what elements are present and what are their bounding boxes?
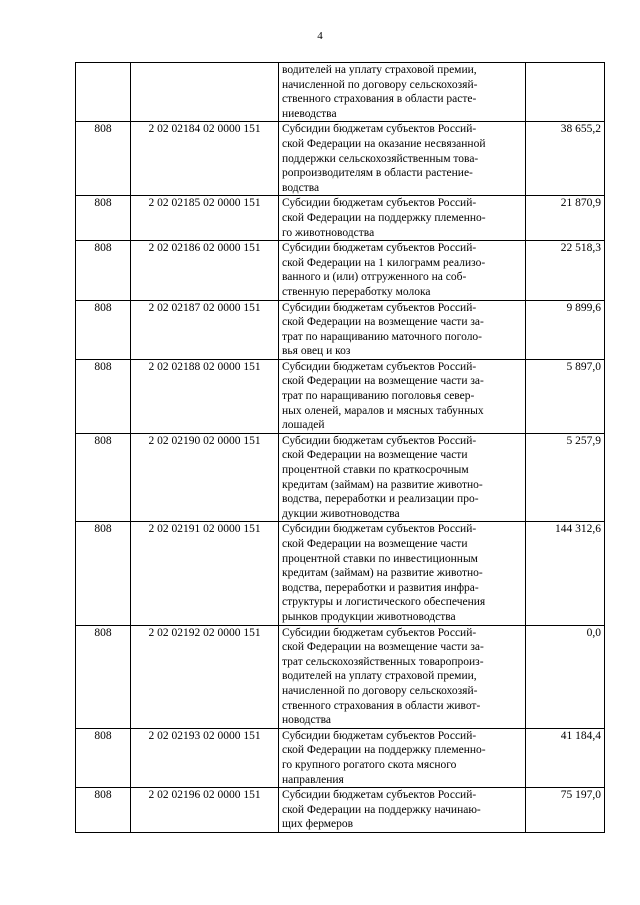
description-line: Субсидии бюджетам субъектов Россий- [282,523,477,536]
description-line: ской Федерации на поддержку начинаю- [282,803,481,816]
amount-cell: 38 655,2 [526,122,605,196]
admin-code-cell [76,63,131,122]
admin-code-cell: 808 [76,625,131,728]
page-number: 4 [317,30,323,42]
description-line: процентной ставки по инвестиционным [282,552,478,565]
description-line: ных оленей, маралов и мясных табунных [282,404,484,417]
budget-revenue-table [75,62,605,833]
description-line: дукции животноводства [282,507,400,520]
description-line: водителей на уплату страховой премии, [282,64,477,76]
budget-classification-code-cell: 2 02 02190 02 0000 151 [131,433,279,522]
table-row [76,196,605,241]
description-line: рынков продукции животноводства [282,610,456,623]
amount-cell: 9 899,6 [526,300,605,359]
description-line: го крупного рогатого скота мясного [282,758,457,771]
admin-code-cell: 808 [76,788,131,833]
description-line: Субсидии бюджетам субъектов Россий- [282,360,477,373]
amount-cell: 75 197,0 [526,788,605,833]
description-line: ской Федерации на поддержку племенно- [282,744,486,757]
description-line: ропроизводителям в области растение- [282,167,473,180]
budget-classification-code-cell [131,63,279,122]
amount-cell: 41 184,4 [526,728,605,787]
description-line: ванного и (или) отгруженного на соб- [282,271,467,284]
amount-cell: 22 518,3 [526,241,605,300]
description-line: трат по наращиванию маточного поголо- [282,330,483,343]
admin-code-cell: 808 [76,728,131,787]
table-row [76,433,605,522]
amount-cell: 144 312,6 [526,522,605,625]
revenue-description-cell [279,625,526,728]
budget-classification-code-cell: 2 02 02187 02 0000 151 [131,300,279,359]
description-line: ской Федерации на оказание несвязанной [282,137,486,150]
amount-cell [526,63,605,122]
description-line: вья овец и коз [282,345,351,358]
revenue-description-cell [279,433,526,522]
budget-classification-code-cell: 2 02 02196 02 0000 151 [131,788,279,833]
description-line: поддержки сельскохозяйственным това- [282,152,479,165]
description-line: структуры и логистического обеспечения [282,596,486,609]
revenue-description-cell [279,522,526,625]
revenue-description-cell [279,196,526,241]
table-row [76,359,605,433]
revenue-description-cell [279,788,526,833]
revenue-description-cell [279,300,526,359]
amount-cell: 5 257,9 [526,433,605,522]
description-line: ственную переработку молока [282,285,431,298]
table-row [76,522,605,625]
budget-classification-code-cell: 2 02 02188 02 0000 151 [131,359,279,433]
description-line: ской Федерации на возмещение части за- [282,316,484,329]
description-line: Субсидии бюджетам субъектов Россий- [282,197,477,210]
budget-classification-code-cell: 2 02 02185 02 0000 151 [131,196,279,241]
table-row [76,788,605,833]
description-line: го животноводства [282,226,375,239]
admin-code-cell: 808 [76,241,131,300]
table-row [76,625,605,728]
admin-code-cell: 808 [76,122,131,196]
description-line: ской Федерации на возмещение части [282,449,468,462]
description-line: ственного страхования в области расте- [282,93,477,106]
description-line: щих фермеров [282,818,354,831]
description-line: ской Федерации на 1 килограмм реализо- [282,256,486,269]
revenue-description-cell [279,241,526,300]
description-line: ниеводства [282,107,337,120]
table-row [76,300,605,359]
description-line: ской Федерации на возмещение части [282,538,468,550]
description-line: новодства [282,714,332,727]
budget-classification-code-cell: 2 02 02186 02 0000 151 [131,241,279,300]
description-line: Субсидии бюджетам субъектов Россий- [282,729,477,742]
description-line: Субсидии бюджетам субъектов Россий- [282,626,477,639]
admin-code-cell: 808 [76,433,131,522]
revenue-description-cell [279,359,526,433]
description-line: трат сельскохозяйственных товаропроиз- [282,655,484,668]
description-line: водства, переработки и реализации про- [282,493,479,506]
budget-classification-code-cell: 2 02 02192 02 0000 151 [131,625,279,728]
admin-code-cell: 808 [76,359,131,433]
description-line: ственного страхования в области живот- [282,699,481,712]
description-line: водства, переработки и развития инфра- [282,581,479,594]
description-line: направления [282,773,344,786]
description-line: Субсидии бюджетам субъектов Россий- [282,434,477,447]
table-row [76,63,605,122]
description-line: Субсидии бюджетам субъектов Россий- [282,789,477,802]
description-line: ской Федерации на возмещение части за- [282,641,484,654]
budget-classification-code-cell: 2 02 02184 02 0000 151 [131,122,279,196]
description-line: ской Федерации на возмещение части за- [282,375,484,388]
amount-cell: 21 870,9 [526,196,605,241]
budget-classification-code-cell: 2 02 02191 02 0000 151 [131,522,279,625]
description-line: водства [282,181,320,194]
revenue-description-cell [279,122,526,196]
description-line: процентной ставки по краткосрочным [282,464,469,477]
table-row [76,122,605,196]
description-line: водителей на уплату страховой премии, [282,670,477,683]
table-body [76,63,605,833]
description-line: начисленной по договору сельскохозяй- [282,78,478,91]
description-line: кредитам (займам) на развитие животно- [282,567,483,580]
amount-cell: 5 897,0 [526,359,605,433]
description-line: трат по наращиванию поголовья север- [282,390,475,403]
description-line: лошадей [282,419,325,432]
description-line: начисленной по договору сельскохозяй- [282,684,478,697]
admin-code-cell: 808 [76,522,131,625]
budget-classification-code-cell: 2 02 02193 02 0000 151 [131,728,279,787]
table-row [76,241,605,300]
revenue-description-cell [279,728,526,787]
description-line: Субсидии бюджетам субъектов Россий- [282,242,477,255]
admin-code-cell: 808 [76,300,131,359]
revenue-description-cell [279,63,526,122]
amount-cell: 0,0 [526,625,605,728]
description-line: кредитам (займам) на развитие животно- [282,478,483,491]
table-row [76,728,605,787]
admin-code-cell: 808 [76,196,131,241]
description-line: Субсидии бюджетам субъектов Россий- [282,301,477,314]
description-line: Субсидии бюджетам субъектов Россий- [282,123,477,136]
description-line: ской Федерации на поддержку племенно- [282,211,486,224]
